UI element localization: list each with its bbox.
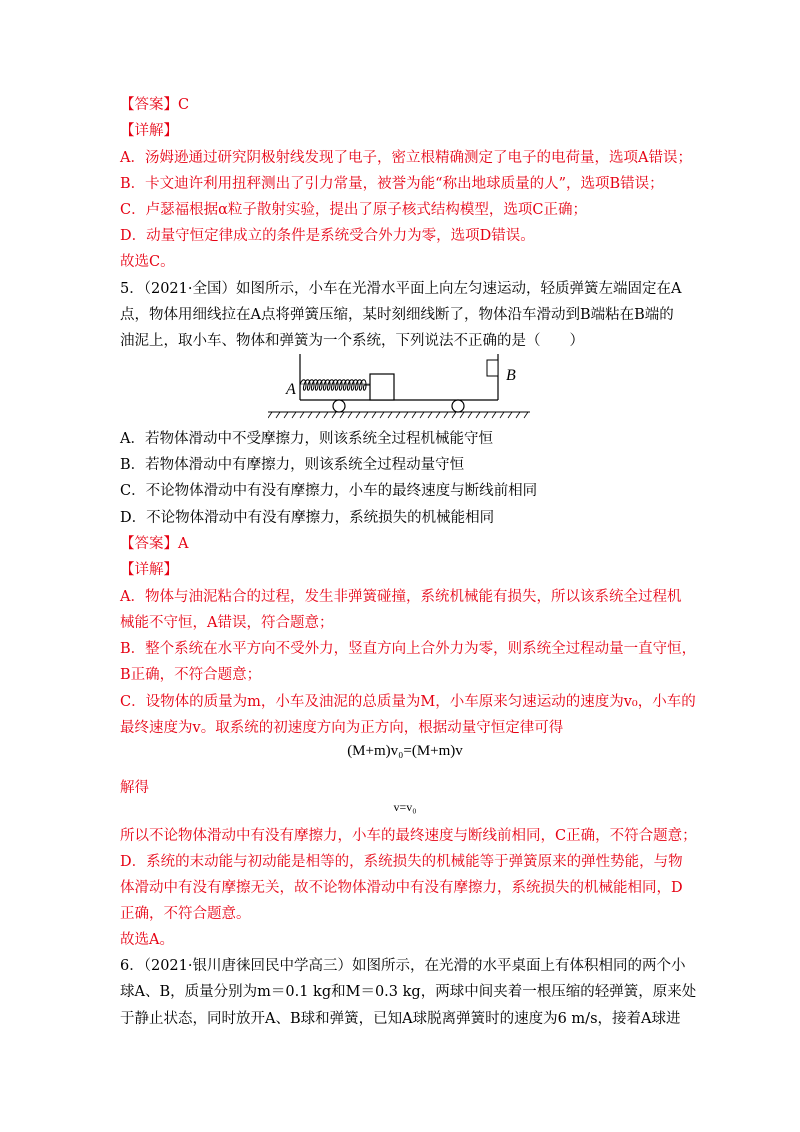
q5-detail-line-3: B．整个系统在水平方向不受外力，竖直方向上合外力为零，则系统全过程动量一直守恒， (120, 641, 697, 657)
solve-label: 解得 (120, 780, 149, 796)
q5-answer-line (120, 534, 690, 554)
oil-mud-patch (487, 360, 498, 376)
cart-wheel-left (333, 400, 345, 412)
q5-answer-tag: 【答案】 (120, 536, 178, 552)
q5-after-line-1: 所以不论物体滑动中有没有摩擦力，小车的最终速度与断线前相同，C正确，不符合题意； (120, 828, 697, 844)
cart-spring-figure (268, 350, 533, 422)
q5-choice-b: B．若物体滑动中有摩擦力，则该系统全过程动量守恒 (120, 457, 465, 473)
q5-choice-a: A．若物体滑动中不受摩擦力，则该系统全过程机械能守恒 (120, 431, 493, 447)
result-equation: v=v₀ (393, 800, 417, 814)
q4-option-d: D．动量守恒定律成立的条件是系统受合外力为零，选项D错误。 (120, 228, 535, 244)
q6-stem-line-1: 6．（2021·银川唐徕回民中学高三）如图所示，在光滑的水平桌面上有体积相同的两个小 (120, 958, 686, 974)
q5-detail-line-1: A．物体与油泥粘合的过程，发生非弹簧碰撞，系统机械能有损失，所以该系统全过程机 (120, 589, 682, 605)
q5-choice-d: D．不论物体滑动中有没有摩擦力，系统损失的机械能相同 (120, 510, 495, 526)
q6-stem-line-3: 于静止状态，同时放开A、B球和弹簧，已知A球脱离弹簧时的速度为6 m/s，接着A球进 (120, 1011, 681, 1027)
q4-option-c: C．卢瑟福根据α粒子散射实验，提出了原子核式结构模型，选项C正确； (120, 202, 587, 218)
label-b: B (506, 367, 516, 384)
q5-choice-c: C．不论物体滑动中有没有摩擦力，小车的最终速度与断线前相同 (120, 483, 538, 499)
q5-after-line-3: 体滑动中有没有摩擦无关，故不论物体滑动中有没有摩擦力，系统损失的机械能相同，D (120, 880, 683, 896)
q5-after-line-2: D．系统的末动能与初动能是相等的，系统损失的机械能等于弹簧原来的弹性势能，与物 (120, 854, 683, 870)
q4-option-a: A．汤姆逊通过研究阴极射线发现了电子，密立根精确测定了电子的电荷量，选项A错误； (120, 150, 692, 166)
label-a: A (286, 381, 296, 398)
q5-stem-line-1: 5．（2021·全国）如图所示，小车在光滑水平面上向左匀速运动，轻质弹簧左端固定在A (120, 281, 682, 297)
q4-option-b: B．卡文迪许利用扭秤测出了引力常量，被誉为能“称出地球质量的人”，选项B错误； (120, 176, 664, 192)
q5-detail-line-4: B正确，不符合题意； (120, 667, 262, 683)
q5-after-line-4: 正确，不符合题意。 (120, 906, 251, 922)
block-object (370, 374, 394, 400)
momentum-equation: (M+m)v₀=(M+m)v (347, 743, 463, 759)
q5-stem-line-2: 点，物体用细线拉在A点将弹簧压缩，某时刻细线断了，物体沿车滑动到B端粘在B端的 (120, 307, 674, 323)
q4-answer-line (120, 95, 690, 115)
q4-answer-tag: 【答案】 (120, 97, 178, 113)
cart-body (300, 354, 498, 400)
q4-answer-value: C (178, 97, 190, 113)
spring-coil (300, 380, 370, 391)
q5-detail-line-2: 械能不守恒，A错误，符合题意； (120, 615, 334, 631)
q5-conclusion: 故选A。 (120, 932, 174, 948)
ground-hatch (268, 412, 530, 418)
cart-wheel-right (452, 400, 464, 412)
q5-detail-line-5: C．设物体的质量为m，小车及油泥的总质量为M，小车原来匀速运动的速度为v₀，小车的 (120, 694, 696, 710)
q4-detail-tag: 【详解】 (120, 123, 178, 139)
q4-conclusion: 故选C。 (120, 254, 175, 270)
q5-answer-value: A (178, 536, 189, 552)
q5-detail-tag: 【详解】 (120, 562, 178, 578)
q5-stem-line-3: 油泥上，取小车、物体和弹簧为一个系统，下列说法不正确的是（ ） (120, 333, 584, 349)
q6-stem-line-2: 球A、B，质量分别为m＝0.1 kg和M＝0.3 kg，两球中间夹着一根压缩的轻弹簧，原来处 (120, 984, 697, 1000)
q5-detail-line-6: 最终速度为v。取系统的初速度方向为正方向，根据动量守恒定律可得 (120, 720, 564, 736)
